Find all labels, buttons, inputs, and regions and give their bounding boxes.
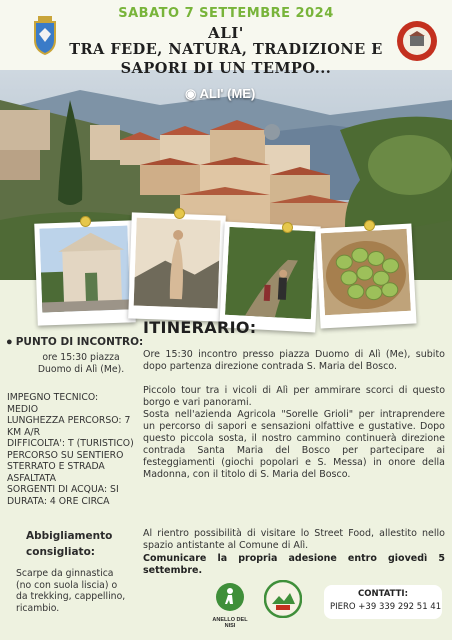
- location-text: ALI' (ME): [199, 86, 256, 101]
- meeting-line-1: ore 15:30 piazza: [42, 352, 120, 363]
- title-line-3: SAPORI DI UN TEMPO...: [120, 60, 332, 77]
- location-pin-icon: ◉: [185, 86, 197, 101]
- pin-icon: [174, 208, 185, 219]
- location-label: [185, 86, 255, 102]
- photo-hikers: [219, 222, 320, 333]
- detail-line: KM A/R: [7, 426, 41, 438]
- clothing-list: [16, 568, 138, 614]
- photo-prickly-pears: [315, 224, 416, 329]
- itinerary-paragraph-3: Sosta nell'azienda Agricola "Sorelle Grioli" per intraprendere un percorso di sapori e sensazioni olfattive e gustative. Dopo questo piccola sosta, il nostro cammino continuerà direzione contrada Santa Maria del Bosco per partecipare ai festeggiamenti (giochi popolari e S. Messa) in onore della Madonna, con il titolo di S. Maria del Bosco.: [143, 409, 445, 480]
- municipal-crest-icon: [30, 16, 60, 56]
- association-seal-icon: [396, 20, 438, 62]
- pin-icon: [364, 220, 375, 231]
- contact-phone[interactable]: PIERO +39 339 292 51 41: [330, 602, 442, 612]
- detail-line: DIFFICOLTA': T (TURISTICO): [7, 438, 134, 449]
- itinerary-paragraph-4: Al rientro possibilità di visitare lo Street Food, allestito nello spazio antistante al Comune di Alì.: [143, 528, 445, 551]
- clothing-heading-2: consigliato:: [26, 546, 95, 558]
- itinerary-paragraph-2: Piccolo tour tra i vicoli di Alì per ammirare scorci di questo borgo e vari panorami.: [143, 385, 445, 408]
- detail-line: IMPEGNO TECNICO:: [7, 392, 99, 403]
- detail-line: DURATA: 4 ORE CIRCA: [7, 495, 110, 507]
- itinerary-paragraph-1: Ore 15:30 incontro presso piazza Duomo di Alì (Me), subito dopo partenza direzione contrada S. Maria del Bosco.: [143, 349, 445, 372]
- pin-icon: [80, 216, 91, 227]
- detail-line: PERCORSO SU SENTIERO: [7, 449, 124, 461]
- location-pin-icon: ●: [6, 336, 13, 348]
- title-line-1: ALI': [208, 24, 244, 42]
- photo-madonna-statue: [128, 212, 226, 321]
- meeting-line-2: Duomo di Alì (Me).: [37, 364, 125, 375]
- trip-details: [7, 392, 139, 507]
- clothing-heading-1: Abbigliamento: [26, 530, 113, 542]
- detail-line: ASFALTATA: [7, 472, 56, 484]
- clothing-line: (no con suola liscia) o: [16, 579, 118, 591]
- contact-heading: CONTATTI:: [358, 589, 408, 599]
- hiker-logo-icon: [215, 582, 245, 612]
- itinerary-heading: ITINERARIO:: [143, 318, 257, 337]
- detail-line: MEDIO: [7, 403, 39, 415]
- pin-icon: [282, 222, 293, 233]
- anello-del-nisi-logo: [210, 582, 250, 634]
- event-date: SABATO 7 SETTEMBRE 2024: [118, 6, 334, 21]
- detail-line: SORGENTI DI ACQUA: SI: [7, 484, 119, 495]
- detail-line: STERRATO E STRADA: [7, 461, 105, 472]
- title-line-2: TRA FEDE, NATURA, TRADIZIONE E: [69, 41, 383, 58]
- clothing-line: Scarpe da ginnastica: [16, 568, 114, 579]
- itinerary-paragraph-5: Comunicare la propria adesione entro giovedì 5 settembre.: [143, 553, 445, 576]
- photo-church: [34, 220, 136, 325]
- clothing-line: da trekking, cappellino,: [16, 591, 126, 602]
- meeting-heading: ● PUNTO DI INCONTRO:: [6, 336, 144, 348]
- contact-box: [324, 585, 442, 619]
- logo-caption: ANELLO DEL NISI: [212, 617, 248, 629]
- detail-line: LUNGHEZZA PERCORSO: 7: [7, 415, 131, 426]
- anello-del-nisi-badge: [264, 580, 304, 620]
- badge-logo-icon: [264, 580, 302, 618]
- clothing-line: ricambio.: [16, 602, 60, 614]
